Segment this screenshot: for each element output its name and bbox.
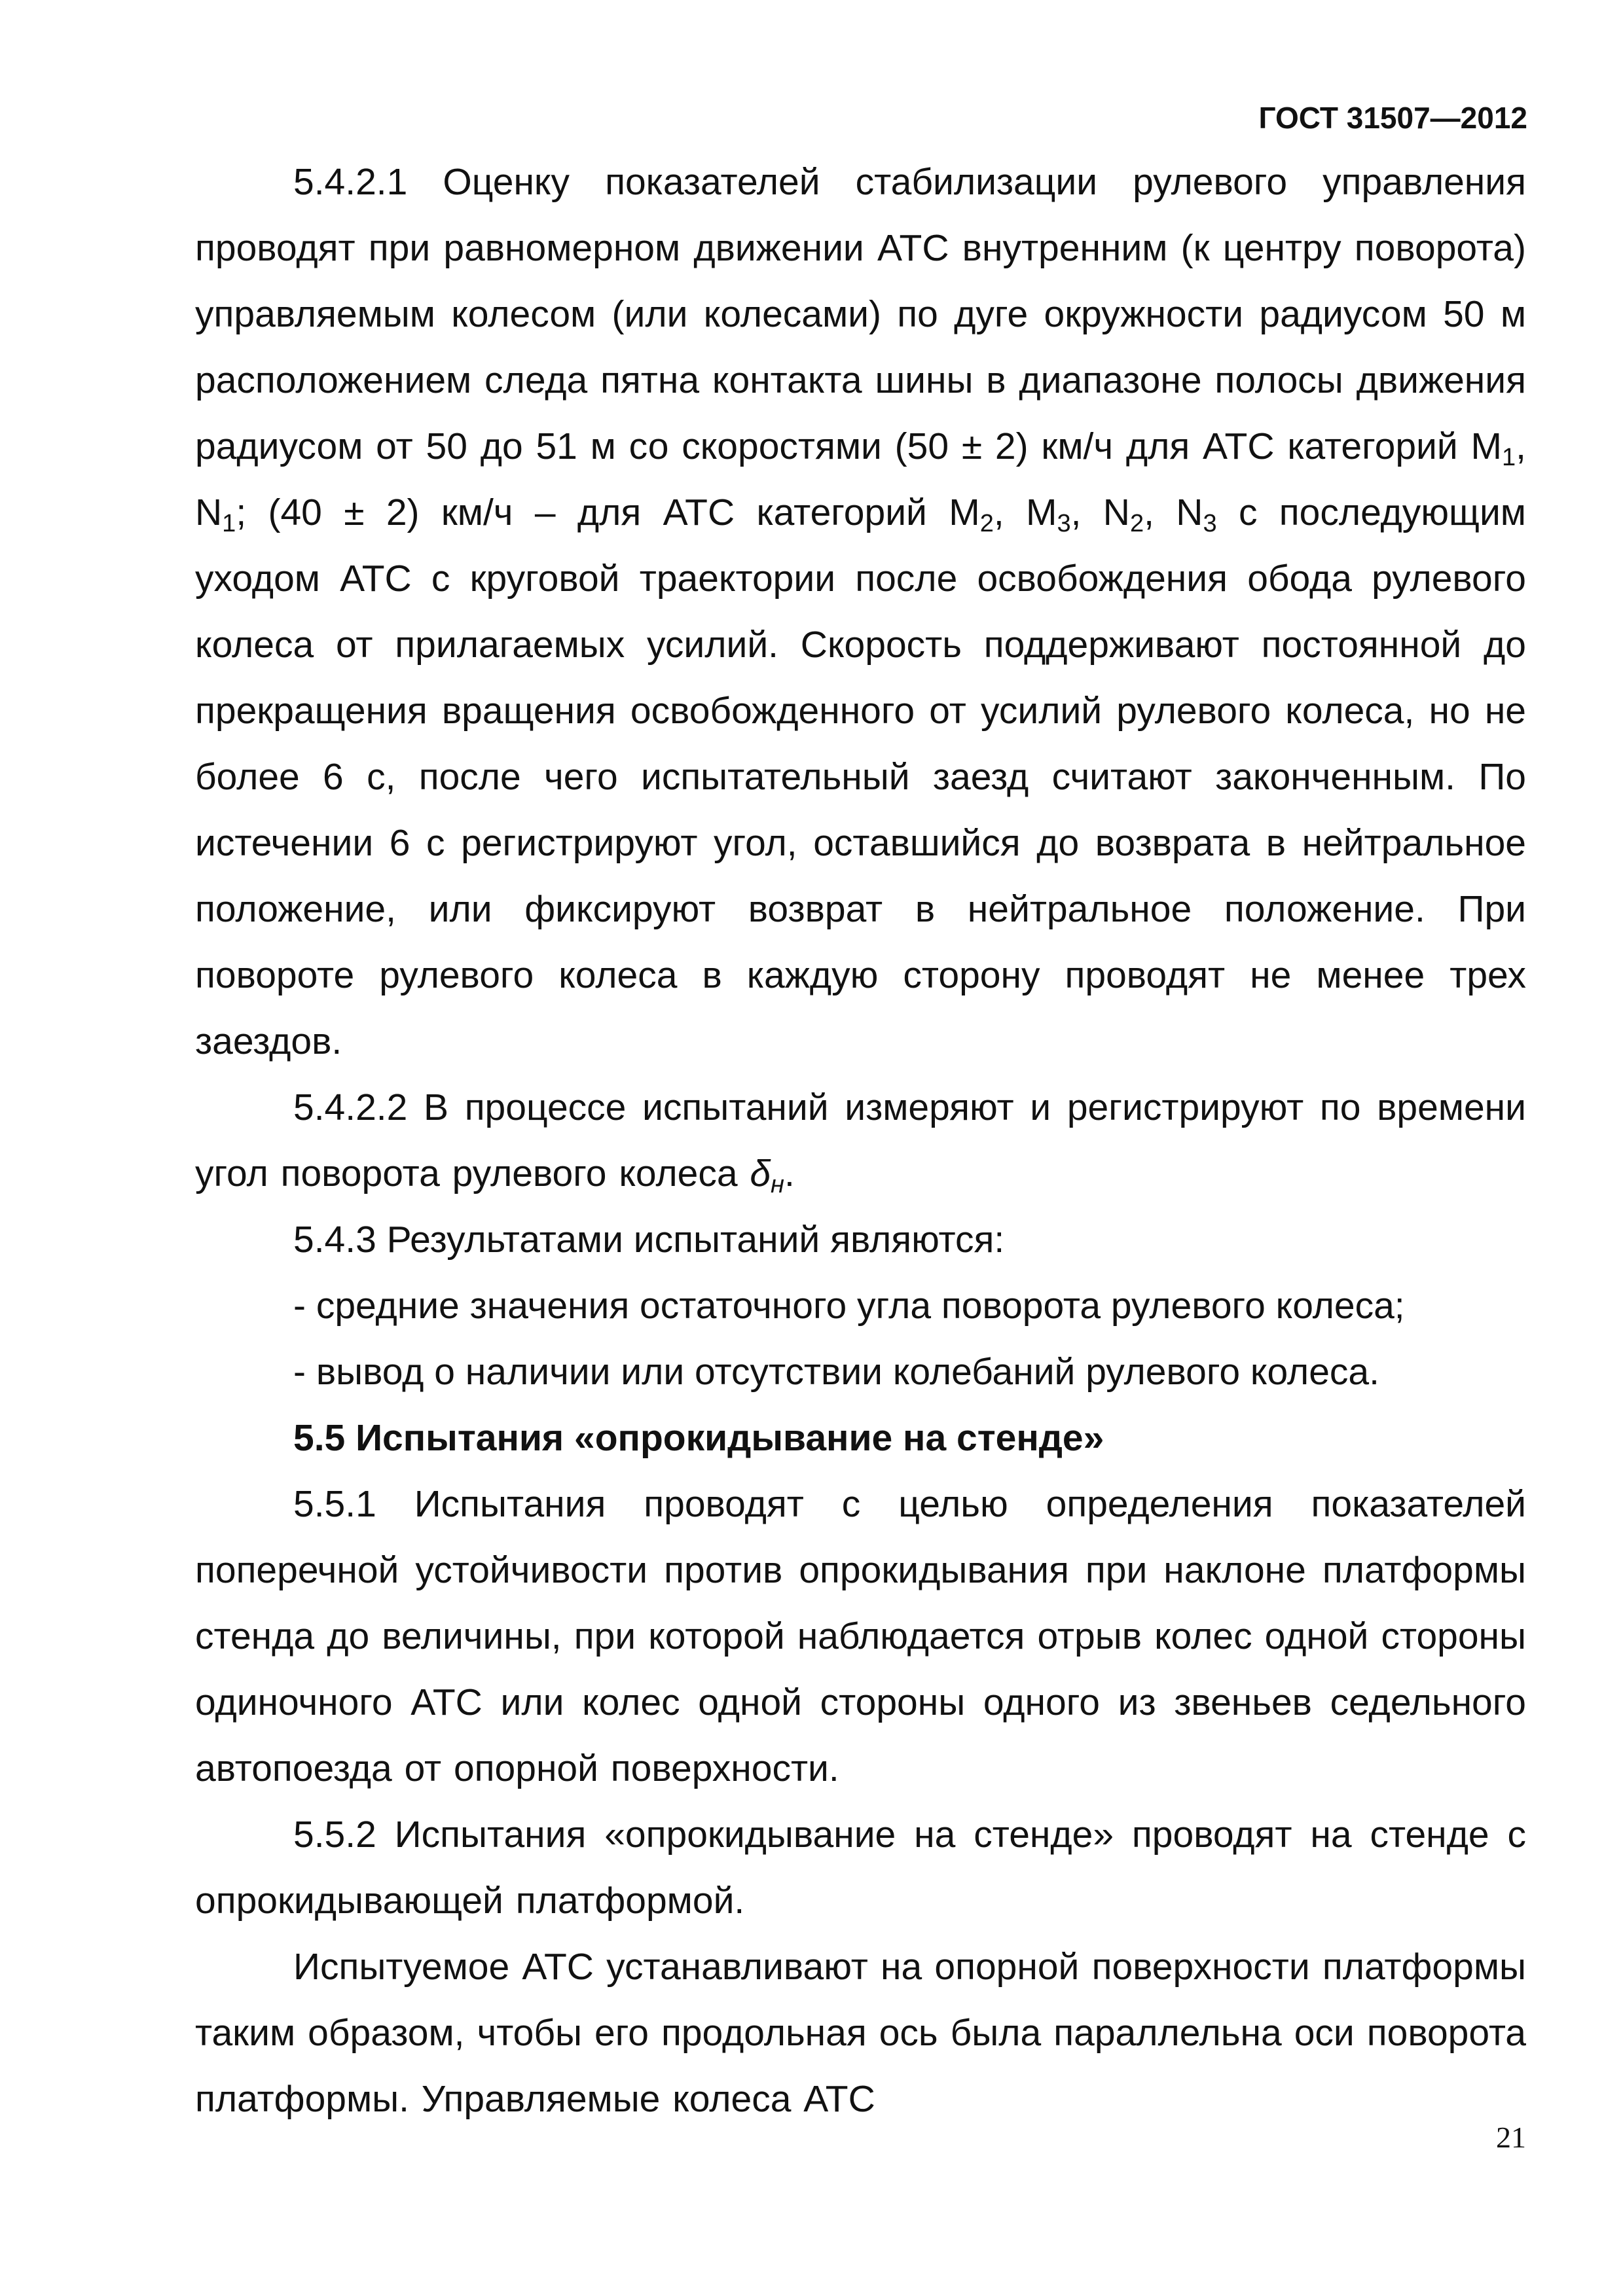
paragraph-text: 5.4.2.2 В процессе испытаний измеряют и регистрируют по времени угол поворота рулевого колеса — [195, 1086, 1526, 1194]
symbol-delta: δ — [750, 1153, 771, 1194]
list-item: - средние значения остаточного угла поворота рулевого колеса; — [293, 1285, 1405, 1327]
paragraph-text: с последующим уходом АТС с круговой траектории после освобождения обода рулевого колеса от прилагаемых усилий. Скорость поддерживают постоянной до прекращения вращения освобожденного от усилий рулевого колеса, но не более 6 с, после чего испытательный заезд считают законченным. По истечении 6 с регистрируют угол, оставшийся до возврата в нейтральное положение, или фиксируют возврат в нейтральное положение. При повороте рулевого колеса в каждую сторону проводят не менее трех заездов. — [195, 492, 1526, 1062]
paragraph-5-5-2: 5.5.2 Испытания «опрокидывание на стенде» проводят на стенде с опрокидывающей платформой. — [195, 1814, 1526, 1922]
page-number: 21 — [1496, 2121, 1526, 2154]
paragraph-text: , N — [1144, 492, 1203, 533]
paragraph-text: , N — [195, 425, 1526, 533]
paragraph-text: 5.4.2.1 Оценку показателей стабилизации рулевого управления проводят при равномерном движении АТС внутренним (к центру поворота) управляемым колесом (или колесами) по дуге окружности радиусом 50 м расположением следа пятна контакта шины в диапазоне полосы движения радиусом от 50 до 51 м со скоростями (50 ± 2) км/ч для АТС категорий М — [195, 161, 1526, 467]
paragraph-5-5-1: 5.5.1 Испытания проводят с целью определения показателей поперечной устойчивости против опрокидывания при наклоне платформы стенда до величины, при которой наблюдается отрыв колес одной стороны одиночного АТС или колес одной стороны одного из звеньев седельного автопоезда от опорной поверхности. — [195, 1483, 1526, 1789]
symbol-subscript: н — [771, 1171, 784, 1198]
subscript-category-index: 2 — [1129, 510, 1144, 537]
document-body — [195, 149, 1526, 2132]
paragraph-5-4-2-1 — [195, 149, 1526, 1075]
paragraph-text: , N — [1070, 492, 1130, 533]
steering-angle-symbol — [750, 1153, 784, 1198]
section-heading-5-5: 5.5 Испытания «опрокидывание на стенде» — [293, 1417, 1104, 1459]
list-item: - вывод о наличии или отсутствии колебаний рулевого колеса. — [293, 1351, 1379, 1393]
paragraph-5-5-2-continued: Испытуемое АТС устанавливают на опорной поверхности платформы таким образом, чтобы его продольная ось была параллельна оси поворота платформы. Управляемые колеса АТС — [195, 1946, 1526, 2120]
subscript-category-index: 1 — [222, 510, 236, 537]
paragraph-text: , М — [993, 492, 1057, 533]
paragraph-5-4-3: 5.4.3 Результатами испытаний являются: — [293, 1219, 1005, 1261]
document-id-header: ГОСТ 31507—2012 — [1258, 101, 1527, 135]
subscript-category-index: 3 — [1057, 510, 1071, 537]
paragraph-end: . — [784, 1153, 795, 1194]
paragraph-5-4-2-2 — [195, 1075, 1526, 1207]
subscript-category-index: 1 — [1502, 444, 1516, 471]
subscript-category-index: 2 — [979, 510, 994, 537]
subscript-category-index: 3 — [1203, 510, 1217, 537]
paragraph-text: ; (40 ± 2) км/ч – для АТС категорий М — [236, 492, 980, 533]
